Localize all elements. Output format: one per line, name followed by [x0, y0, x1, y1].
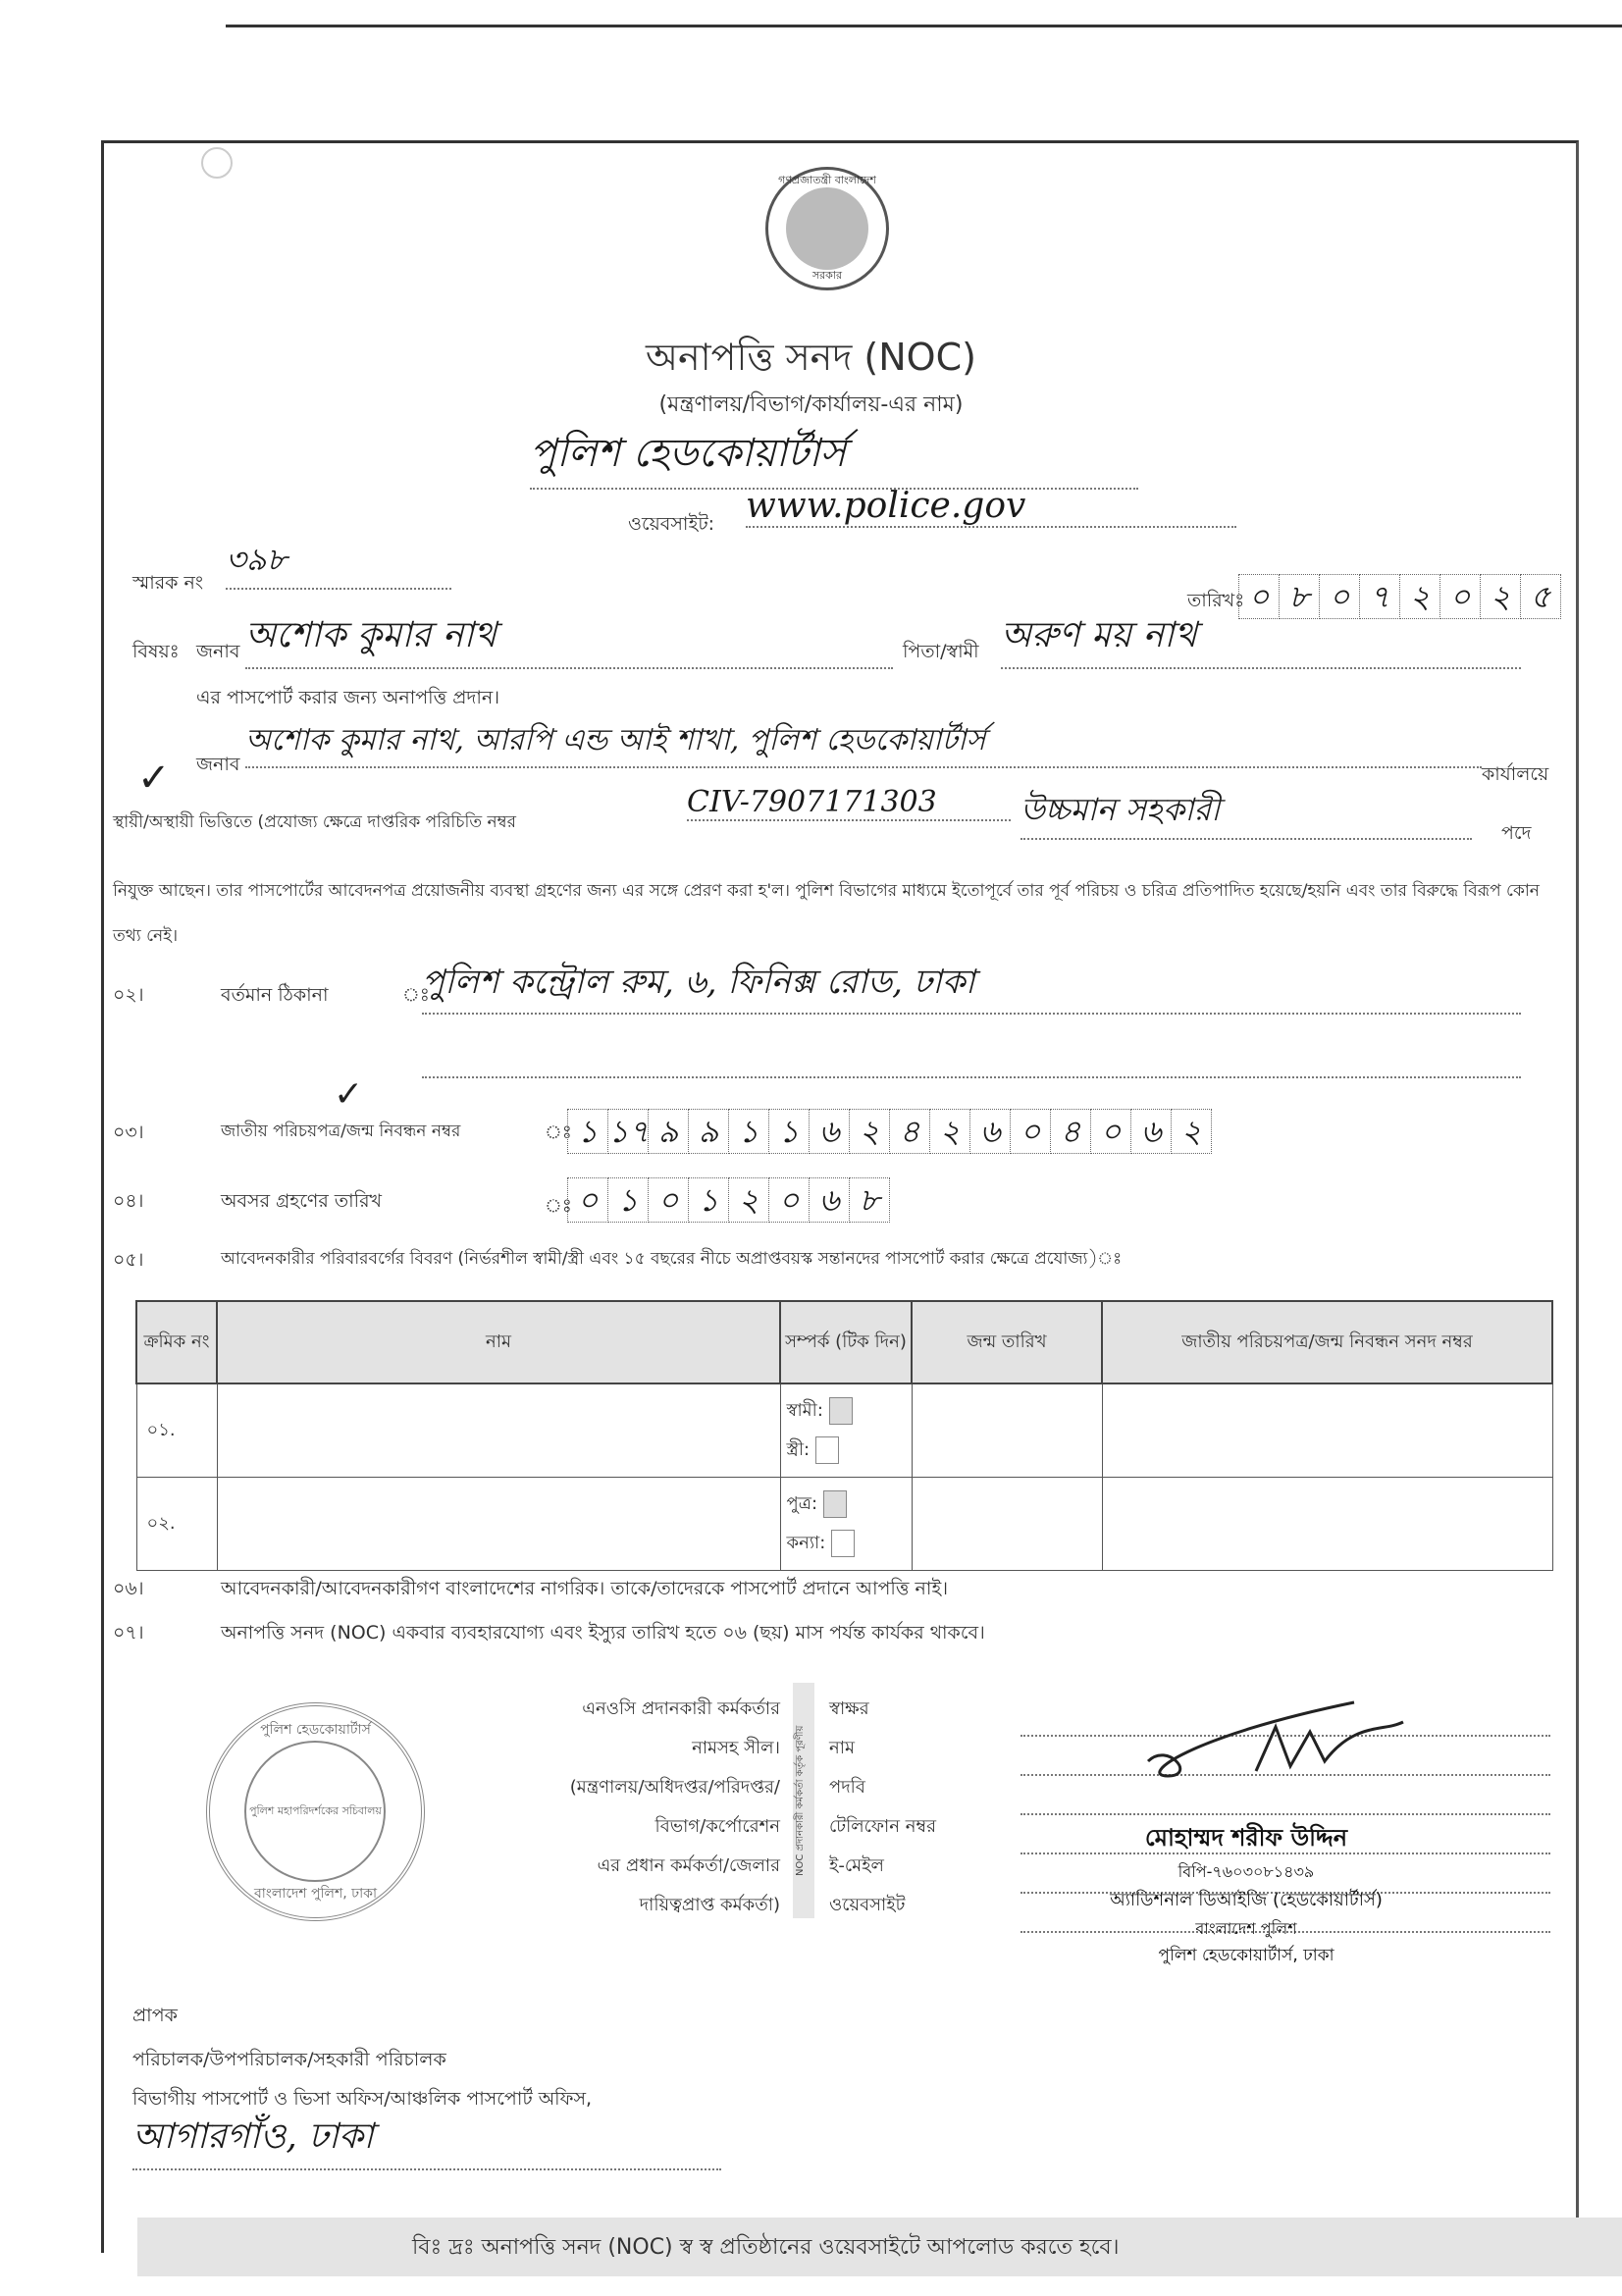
website-field-label: ওয়েবসাইট: [829, 1895, 906, 1915]
date-digit-box[interactable]: ০: [1238, 574, 1280, 619]
retirement-digit-box[interactable]: ২: [728, 1177, 769, 1223]
vertical-strip-label: NOC প্রদানকারী কর্মকর্তা কর্তৃক পূরণীয়: [793, 1683, 814, 1918]
nid-digit-box[interactable]: ২: [849, 1109, 890, 1154]
nid-field[interactable]: [567, 1109, 1211, 1154]
header-nid: জাতীয় পরিচয়পত্র/জন্ম নিবন্ধন সনদ নম্বর: [1102, 1301, 1552, 1383]
item-02-number: ০২।: [113, 984, 144, 1006]
relation-cell: [780, 1383, 912, 1478]
post-suffix: পদে: [1501, 822, 1532, 844]
date-label: তারিখঃ: [1187, 590, 1245, 611]
colon-separator: ঃ: [545, 1195, 572, 1217]
family-table: [135, 1300, 1553, 1571]
officer-line: বিভাগ/কর্পোরেশন: [654, 1816, 780, 1837]
nid-digit-box[interactable]: ৬: [969, 1109, 1011, 1154]
government-emblem-icon: [765, 167, 889, 290]
nid-digit-box[interactable]: ৯: [688, 1109, 729, 1154]
officer-line: এনওসি প্রদানকারী কর্মকর্তার: [582, 1698, 780, 1719]
family-label: আবেদনকারীর পরিবারবর্গের বিবরণ (নির্ভরশীল স্বামী/স্ত্রী এবং ১৫ বছরের নীচে অপ্রাপ্তবয়স্ক সন্তানদের পাসপোর্ট করার ক্ষেত্রে প্রযোজ্য)ঃ: [221, 1249, 1123, 1269]
retirement-digit-box[interactable]: ৮: [849, 1177, 890, 1223]
designation-label: পদবি: [829, 1777, 865, 1798]
header-serial: ক্রমিক নং: [136, 1301, 217, 1383]
header-dob: জন্ম তারিখ: [912, 1301, 1102, 1383]
janab2-label: জনাব: [196, 754, 240, 775]
option-wife-label: স্ত্রী:: [786, 1439, 811, 1460]
address-field[interactable]: পুলিশ কন্ট্রোল রুম, ৬, ফিনিক্স রোড, ঢাকা: [422, 957, 1521, 1015]
stamp-location: পুলিশ হেডকোয়ার্টার্স, ঢাকা: [1158, 1946, 1334, 1965]
checkmark-icon: ✓: [137, 756, 171, 801]
stamp-bp-number: বিপি-৭৬০৩০৮১৪৩৯: [1177, 1862, 1315, 1881]
recipient-line-2: বিভাগীয় পাসপোর্ট ও ভিসা অফিস/আঞ্চলিক পাসপোর্ট অফিস,: [132, 2088, 593, 2110]
header-relation: সম্পর্ক (টিক দিন): [780, 1301, 912, 1383]
officer-line: এর প্রধান কর্মকর্তা/জেলার: [597, 1855, 780, 1876]
officer-line: দায়িত্বপ্রাপ্ত কর্মকর্তা): [639, 1895, 780, 1915]
page-title: অনাপত্তি সনদ (NOC): [646, 336, 976, 379]
clause-07-number: ০৭।: [113, 1622, 144, 1644]
memo-label: স্মারক নং: [132, 572, 204, 594]
retirement-date-field[interactable]: [567, 1177, 889, 1223]
retirement-digit-box[interactable]: ১: [688, 1177, 729, 1223]
stamp-designation: অ্যাডিশনাল ডিআইজি (হেডকোয়ার্টার্স): [1110, 1890, 1383, 1910]
date-digit-box[interactable]: ৮: [1279, 574, 1320, 619]
father-label: পিতা/স্বামী: [903, 641, 979, 662]
date-digit-box[interactable]: ৭: [1359, 574, 1400, 619]
service-label: স্থায়ী/অস্থায়ী ভিত্তিতে (প্রযোজ্য ক্ষেত্রে দাপ্তরিক পরিচিতি নম্বর: [113, 812, 517, 832]
row-name-cell[interactable]: [217, 1383, 780, 1478]
office-suffix: কার্যালয়ে: [1482, 763, 1549, 785]
subject-label: বিষয়ঃ: [132, 641, 180, 662]
janab-label: জনাব: [196, 641, 240, 662]
family-table-header: [136, 1301, 1552, 1383]
item-04-number: ০৪।: [113, 1190, 144, 1212]
nid-digit-box[interactable]: ৯: [648, 1109, 689, 1154]
officer-fields: [829, 1690, 936, 1925]
son-checkbox[interactable]: [823, 1490, 847, 1518]
stamp-name: মোহাম্মদ শরীফ উদ্দিন: [1144, 1824, 1348, 1852]
officer-block: [432, 1690, 780, 1925]
office-seal-icon: [206, 1702, 425, 1921]
clause-07-text: অনাপত্তি সনদ (NOC) একবার ব্যবহারযোগ্য এবং ইস্যুর তারিখ হতে ০৬ (ছয়) মাস পর্যন্ত কার্যকর থাকবে।: [221, 1622, 985, 1644]
telephone-label: টেলিফোন নম্বর: [829, 1816, 936, 1837]
officer-line: নামসহ সীল।: [692, 1738, 780, 1758]
website-label: ওয়েবসাইট:: [628, 513, 715, 535]
retirement-digit-box[interactable]: ০: [648, 1177, 689, 1223]
date-digit-box[interactable]: ০: [1439, 574, 1481, 619]
seal-bottom-text: বাংলাদেশ পুলিশ, ঢাকা: [253, 1886, 378, 1902]
table-row: [136, 1478, 1552, 1571]
seal-top-text: পুলিশ হেডকোয়ার্টার্স: [260, 1722, 371, 1738]
nid-digit-box[interactable]: ৬: [1130, 1109, 1172, 1154]
nid-digit-box[interactable]: ২: [929, 1109, 970, 1154]
emblem-center: [786, 187, 868, 270]
address-line-2[interactable]: [422, 1074, 1521, 1078]
retirement-digit-box[interactable]: ০: [768, 1177, 810, 1223]
name-label: নাম: [829, 1738, 855, 1758]
service-id-field[interactable]: CIV-7907171303: [687, 785, 1011, 821]
signature-label: স্বাক্ষর: [829, 1698, 869, 1719]
checkmark-icon: ✓: [334, 1074, 364, 1115]
row-serial: ০২.: [136, 1478, 217, 1571]
date-digit-box[interactable]: ০: [1319, 574, 1360, 619]
nid-digit-box[interactable]: ১৭: [607, 1109, 649, 1154]
row-nid-cell[interactable]: [1102, 1383, 1552, 1478]
father-name-field[interactable]: অরুণ ময় নাথ: [1001, 608, 1521, 669]
applicant-name-field[interactable]: অশোক কুমার নাথ: [245, 608, 893, 669]
nid-digit-box[interactable]: ১: [567, 1109, 608, 1154]
row-dob-cell[interactable]: [912, 1383, 1102, 1478]
table-row: [136, 1383, 1552, 1478]
option-son-label: পুত্র:: [786, 1493, 818, 1514]
clause-06-text: আবেদনকারী/আবেদনকারীগণ বাংলাদেশের নাগরিক। তাকে/তাদেরকে পাসপোর্ট প্রদানে আপত্তি নাই।: [221, 1578, 949, 1599]
emblem-bottom-text: সরকার: [811, 269, 843, 282]
address-label: বর্তমান ঠিকানা: [221, 984, 329, 1006]
nid-digit-box[interactable]: ১: [768, 1109, 810, 1154]
nid-digit-box[interactable]: ২: [1171, 1109, 1212, 1154]
item-03-number: ০৩।: [113, 1122, 144, 1143]
row-nid-cell[interactable]: [1102, 1478, 1552, 1571]
clause-06-number: ০৬।: [113, 1578, 144, 1599]
retirement-label: অবসর গ্রহণের তারিখ: [221, 1190, 383, 1212]
nid-label: জাতীয় পরিচয়পত্র/জন্ম নিবন্ধন নম্বর: [221, 1122, 461, 1141]
husband-checkbox[interactable]: [829, 1397, 853, 1425]
emblem-top-text: গণপ্রজাতন্ত্রী বাংলাদেশ: [778, 174, 876, 186]
website-field[interactable]: www.police.gov: [746, 486, 1236, 528]
signature-icon: [1128, 1683, 1423, 1791]
date-digit-box[interactable]: ২: [1399, 574, 1440, 619]
top-border: [226, 25, 1622, 27]
purpose-line: এর পাসপোর্ট করার জন্য অনাপত্তি প্রদান।: [196, 687, 500, 708]
footer-note: বিঃ দ্রঃ অনাপত্তি সনদ (NOC) স্ব স্ব প্রতিষ্ঠানের ওয়েবসাইটে আপলোড করতে হবে।: [412, 2235, 1120, 2260]
email-label: ই-মেইল: [829, 1855, 884, 1876]
row-name-cell[interactable]: [217, 1478, 780, 1571]
wife-checkbox[interactable]: [815, 1436, 839, 1464]
colon-separator: ঃ: [545, 1122, 572, 1143]
posting-field[interactable]: অশোক কুমার নাথ, আরপি এন্ড আই শাখা, পুলিশ হেডকোয়ার্টার্স: [245, 716, 1482, 768]
nid-digit-box[interactable]: ৬: [809, 1109, 850, 1154]
daughter-checkbox[interactable]: [831, 1530, 855, 1557]
nid-digit-box[interactable]: ৪: [889, 1109, 930, 1154]
designation-field[interactable]: উচ্চমান সহকারী: [1020, 785, 1472, 840]
punch-hole: [201, 147, 233, 179]
seal-middle-text: পুলিশ মহাপরিদর্শকের সচিবালয়: [249, 1804, 382, 1817]
recipient-line-1: পরিচালক/উপপরিচালক/সহকারী পরিচালক: [132, 2049, 446, 2070]
nid-digit-box[interactable]: ১: [728, 1109, 769, 1154]
retirement-digit-box[interactable]: ৬: [809, 1177, 850, 1223]
body-paragraph: নিযুক্ত আছেন। তার পাসপোর্টের আবেদনপত্র প্রয়োজনীয় ব্যবস্থা গ্রহণের জন্য এর সঙ্গে প্রেরণ করা হ'ল। পুলিশ বিভাগের মাধ্যমে ইতোপূর্বে তার পূর্ব পরিচয় ও চরিত্র প্রতিপাদিত হয়েছে/হয়নি এবং তার বিরুদ্ধে বিরূপ কোন তথ্য নেই।: [113, 881, 1540, 946]
header-name: নাম: [217, 1301, 780, 1383]
page-subtitle: (মন্ত্রণালয়/বিভাগ/কার্যালয়-এর নাম): [658, 392, 964, 417]
option-husband-label: স্বামী:: [786, 1400, 823, 1421]
row-dob-cell[interactable]: [912, 1478, 1102, 1571]
nid-digit-box[interactable]: ০: [1090, 1109, 1131, 1154]
stamp-organization: বাংলাদেশ পুলিশ: [1195, 1919, 1297, 1938]
row-serial: ০১.: [136, 1383, 217, 1478]
recipient-office-field[interactable]: আগারগাঁও, ঢাকা: [132, 2110, 721, 2170]
nid-digit-box[interactable]: ৪: [1050, 1109, 1091, 1154]
memo-number-field[interactable]: ৩৯৮: [226, 535, 451, 590]
office-name-field[interactable]: পুলিশ হেডকোয়ার্টার্স: [530, 422, 1138, 490]
option-daughter-label: কন্যা:: [786, 1533, 826, 1553]
retirement-digit-box[interactable]: ১: [607, 1177, 649, 1223]
item-05-number: ০৫।: [113, 1249, 144, 1271]
colon-separator: ঃ: [402, 984, 430, 1006]
folded-corner: [0, 0, 282, 80]
nid-digit-box[interactable]: ০: [1010, 1109, 1051, 1154]
officer-line: (মন্ত্রণালয়/অধিদপ্তর/পরিদপ্তর/: [569, 1777, 780, 1798]
date-digit-box[interactable]: ২: [1480, 574, 1521, 619]
relation-cell: [780, 1478, 912, 1571]
retirement-digit-box[interactable]: ০: [567, 1177, 608, 1223]
officer-stamp: [1040, 1820, 1452, 1970]
date-digit-box[interactable]: ৫: [1520, 574, 1561, 619]
recipient-label: প্রাপক: [132, 2005, 178, 2026]
